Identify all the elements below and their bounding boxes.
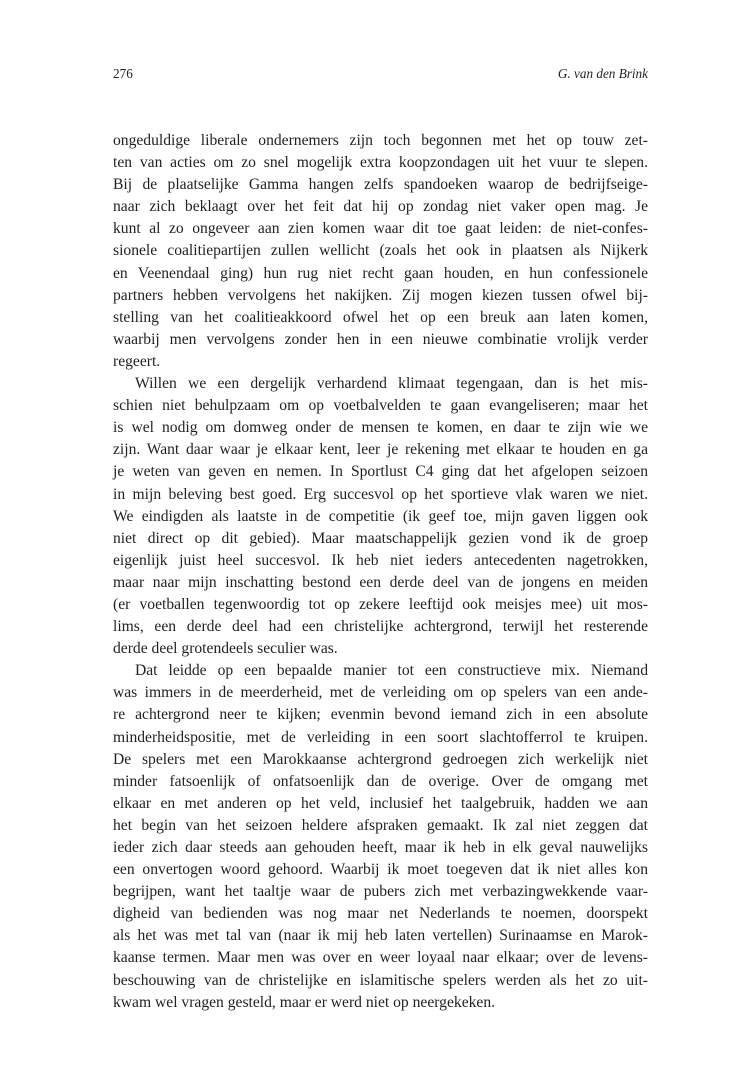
text-line: derde deel grotendeels seculier was.	[113, 640, 338, 658]
text-line: je weten van geven en nemen. In Sportlust C4 ging dat het afgelopen seizoen	[113, 463, 648, 481]
text-line: re achtergrond neer te kijken; evenmin bevond iemand zich in een absolute	[113, 706, 648, 724]
text-line: (er voetballen tegenwoordig tot op zekere leeftijd ook meisjes mee) uit mos-	[113, 595, 648, 613]
text-line: regeert.	[113, 352, 161, 370]
text-line: digheid van bedienden was nog maar net Nederlands te noemen, doorspekt	[113, 905, 648, 923]
text-line: waarbij men vervolgens zonder hen in een nieuwe combinatie vrolijk verder	[113, 330, 648, 348]
text-line: was immers in de meerderheid, met de verleiding om op spelers van een ande-	[113, 684, 648, 702]
text-line: naar zich beklaagt over het feit dat hij op zondag niet vaker open mag. Je	[113, 198, 648, 216]
text-line: begrijpen, want het taaltje waar de pubers zich met verbazingwekkende vaar-	[113, 883, 648, 901]
text-line: Bij de plaatselijke Gamma hangen zelfs spandoeken waarop de bedrijfseige-	[113, 176, 648, 194]
text-line: kaanse termen. Maar men was over en weer loyaal naar elkaar; over de levens-	[113, 949, 648, 967]
text-line: beschouwing van de christelijke en islamitische spelers werden als het zo uit-	[113, 971, 648, 989]
text-line: is wel nodig om domweg onder de mensen te komen, en daar te zijn wie we	[113, 419, 648, 437]
text-line: Dat leidde op een bepaalde manier tot een constructieve mix. Niemand	[135, 662, 648, 680]
text-line: minderheidspositie, met de verleiding in een soort slachtofferrol te kruipen.	[113, 728, 648, 746]
page-number: 276	[113, 66, 133, 81]
text-line: ten van acties om zo snel mogelijk extra koopzondagen uit het vuur te slepen.	[113, 154, 648, 172]
text-line: schien niet behulpzaam om op voetbalvelden te gaan evangeliseren; maar het	[113, 397, 648, 415]
paragraph	[113, 373, 648, 660]
text-line: ieder zich daar steeds aan gehouden heeft, maar ik heb in elk geval nauwelijks	[113, 839, 648, 856]
text-line: partners hebben vervolgens het nakijken. Zij mogen kiezen tussen ofwel bij-	[113, 286, 648, 304]
text-line: minder fatsoenlijk of onfatsoenlijk dan de overige. Over de omgang met	[113, 772, 648, 790]
text-line: als het was met tal van (naar ik mij heb laten vertellen) Surinaamse en Marok-	[113, 927, 648, 945]
text-line: ongeduldige liberale ondernemers zijn toch begonnen met het op touw zet-	[113, 132, 648, 149]
text-line: lims, een derde deel had een christelijke achtergrond, terwijl het resterende	[113, 618, 648, 636]
text-line: een onvertogen woord gehoord. Waarbij ik moet toegeven dat ik niet alles kon	[113, 861, 648, 879]
text-line: in mijn beleving best goed. Erg succesvol op het sportieve vlak waren we niet.	[113, 485, 648, 503]
text-line: De spelers met een Marokkaanse achtergrond gedroegen zich werkelijk niet	[113, 750, 648, 768]
text-line: en Veenendaal ging) hun rug niet recht gaan houden, en hun confessionele	[113, 264, 648, 282]
text-line: kwam wel vragen gesteld, maar er werd niet op neergekeken.	[113, 993, 496, 1011]
running-head: G. van den Brink	[557, 66, 648, 81]
text-line: sionele coalitiepartijen zullen wellicht (zoals het ook in plaatsen als Nijkerk	[113, 242, 648, 260]
text-line: stelling van het coalitieakkoord ofwel het op een breuk aan laten komen,	[113, 308, 648, 326]
text-line: elkaar en met anderen op het veld, inclusief het taalgebruik, hadden we aan	[113, 794, 648, 812]
paragraph	[113, 660, 648, 1014]
text-line: We eindigden als laatste in de competitie (ik geef toe, mijn gaven liggen ook	[113, 507, 648, 525]
text-line: zijn. Want daar waar je elkaar kent, leer je rekening met elkaar te houden en ga	[113, 441, 648, 459]
body-text	[113, 130, 648, 1014]
paragraph-container	[113, 130, 648, 1014]
text-line: Willen we een dergelijk verhardend klimaat tegengaan, dan is het mis-	[135, 375, 648, 393]
text-line: het begin van het seizoen heldere afspraken gemaakt. Ik zal niet zeggen dat	[113, 816, 648, 834]
text-line: kunt al zo ongeveer aan zien komen waar dit toe gaat leiden: de niet-confes-	[113, 220, 648, 238]
text-line: niet direct op dit gebied). Maar maatschappelijk gezien vond ik de groep	[113, 529, 648, 547]
page-header	[113, 64, 648, 84]
text-line: maar naar mijn inschatting bestond een derde deel van de jongens en meiden	[113, 573, 648, 591]
text-line: eigenlijk juist heel succesvol. Ik heb niet ieders antecedenten nagetrokken,	[113, 551, 648, 569]
paragraph	[113, 130, 648, 373]
